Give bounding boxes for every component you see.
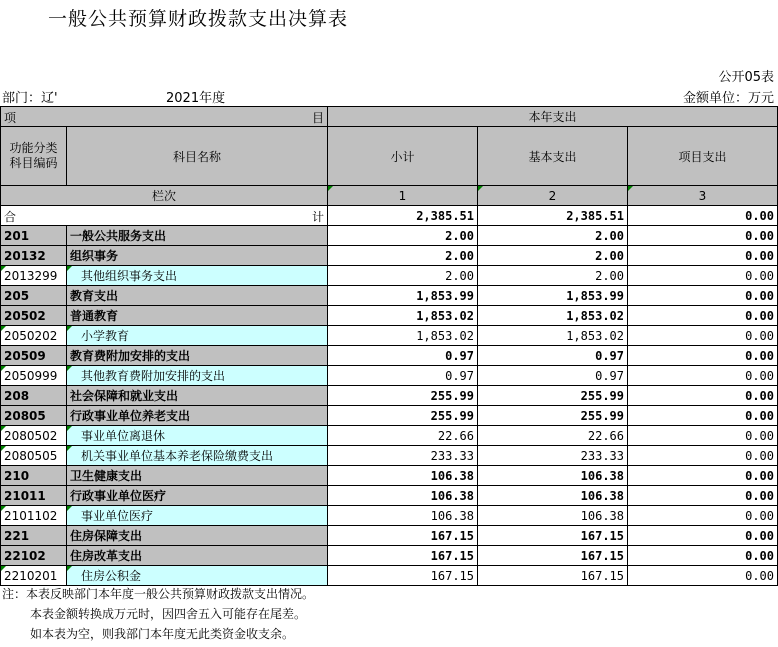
- row-project: 0.00: [628, 526, 778, 546]
- table-row: [1, 366, 778, 386]
- row-name: 其他组织事务支出: [67, 266, 328, 286]
- row-basic: 2.00: [478, 226, 628, 246]
- row-subtotal: 233.33: [328, 446, 478, 466]
- row-project: 0.00: [628, 506, 778, 526]
- row-name: 行政事业单位医疗: [67, 486, 328, 506]
- row-code: 20805: [1, 406, 67, 426]
- header-code-line2: 科目编码: [9, 156, 58, 170]
- header-col1: 1: [328, 186, 478, 206]
- row-subtotal: 2.00: [328, 226, 478, 246]
- row-code: 221: [1, 526, 67, 546]
- row-basic: 1,853.02: [478, 306, 628, 326]
- row-code: 20132: [1, 246, 67, 266]
- row-name: 事业单位医疗: [67, 506, 328, 526]
- row-subtotal: 2.00: [328, 246, 478, 266]
- row-subtotal: 106.38: [328, 466, 478, 486]
- row-code: 2210201: [1, 566, 67, 586]
- header-project: 项目支出: [628, 127, 778, 186]
- row-code: 2080502: [1, 426, 67, 446]
- total-ji: 计: [311, 210, 324, 224]
- row-subtotal: 255.99: [328, 386, 478, 406]
- year-label: 2021年度: [166, 91, 226, 106]
- row-code: 20502: [1, 306, 67, 326]
- row-code: 201: [1, 226, 67, 246]
- row-basic: 106.38: [478, 506, 628, 526]
- row-project: 0.00: [628, 486, 778, 506]
- row-basic: 167.15: [478, 566, 628, 586]
- row-subtotal: 1,853.02: [328, 326, 478, 346]
- row-code: 2101102: [1, 506, 67, 526]
- header-lanci: 栏次: [1, 186, 328, 206]
- table-row: [1, 406, 778, 426]
- row-project: 0.00: [628, 286, 778, 306]
- row-project: 0.00: [628, 306, 778, 326]
- row-name: 住房保障支出: [67, 526, 328, 546]
- header-xiang-mu: [1, 107, 328, 127]
- row-project: 0.00: [628, 266, 778, 286]
- header-name-col: 科目名称: [67, 127, 328, 186]
- table-row: [1, 446, 778, 466]
- row-code: 210: [1, 466, 67, 486]
- table-row: [1, 286, 778, 306]
- row-basic: 2.00: [478, 246, 628, 266]
- page-title: 一般公共预算财政拨款支出决算表: [48, 8, 349, 30]
- row-name: 一般公共服务支出: [67, 226, 328, 246]
- table-row: [1, 306, 778, 326]
- note-2: 本表金额转换成万元时，因四舍五入可能存在尾差。: [30, 607, 307, 621]
- row-code: 22102: [1, 546, 67, 566]
- row-project: 0.00: [628, 326, 778, 346]
- row-name: 其他教育费附加安排的支出: [67, 366, 328, 386]
- row-subtotal: 1,853.99: [328, 286, 478, 306]
- row-basic: 167.15: [478, 546, 628, 566]
- row-code: 2050999: [1, 366, 67, 386]
- table-row: [1, 226, 778, 246]
- row-project: 0.00: [628, 226, 778, 246]
- header-col2: 2: [478, 186, 628, 206]
- row-basic: 0.97: [478, 366, 628, 386]
- row-basic: 0.97: [478, 346, 628, 366]
- row-basic: 106.38: [478, 486, 628, 506]
- row-subtotal: 0.97: [328, 366, 478, 386]
- row-name: 事业单位离退休: [67, 426, 328, 446]
- row-basic: 167.15: [478, 526, 628, 546]
- total-label: [1, 206, 328, 226]
- header-mu: 目: [311, 111, 324, 125]
- row-code: 208: [1, 386, 67, 406]
- row-basic: 255.99: [478, 406, 628, 426]
- row-name: 社会保障和就业支出: [67, 386, 328, 406]
- row-basic: 2.00: [478, 266, 628, 286]
- row-subtotal: 106.38: [328, 486, 478, 506]
- row-code: 2050202: [1, 326, 67, 346]
- form-number: 公开05表: [718, 70, 774, 85]
- row-subtotal: 167.15: [328, 526, 478, 546]
- row-code: 20509: [1, 346, 67, 366]
- row-subtotal: 0.97: [328, 346, 478, 366]
- row-name: 住房改革支出: [67, 546, 328, 566]
- row-basic: 255.99: [478, 386, 628, 406]
- row-subtotal: 1,853.02: [328, 306, 478, 326]
- table-row: [1, 346, 778, 366]
- table-row: [1, 526, 778, 546]
- row-name: 小学教育: [67, 326, 328, 346]
- row-basic: 22.66: [478, 426, 628, 446]
- total-he: 合: [4, 210, 17, 224]
- row-basic: 1,853.99: [478, 286, 628, 306]
- row-subtotal: 106.38: [328, 506, 478, 526]
- row-name: 行政事业单位养老支出: [67, 406, 328, 426]
- row-project: 0.00: [628, 466, 778, 486]
- row-name: 普通教育: [67, 306, 328, 326]
- header-code-col: [1, 127, 67, 186]
- table-row: [1, 506, 778, 526]
- row-project: 0.00: [628, 246, 778, 266]
- header-col3: 3: [628, 186, 778, 206]
- header-basic: 基本支出: [478, 127, 628, 186]
- row-name: 教育费附加安排的支出: [67, 346, 328, 366]
- row-subtotal: 167.15: [328, 566, 478, 586]
- table-row: [1, 566, 778, 586]
- table-row: [1, 546, 778, 566]
- row-code: 2080505: [1, 446, 67, 466]
- row-project: 0.00: [628, 366, 778, 386]
- header-code-line1: 功能分类: [9, 141, 58, 155]
- row-code: 205: [1, 286, 67, 306]
- note-3: 如本表为空，则我部门本年度无此类资金收支余。: [30, 627, 295, 641]
- header-this-year: 本年支出: [328, 107, 778, 127]
- table-row: [1, 266, 778, 286]
- row-subtotal: 22.66: [328, 426, 478, 446]
- row-name: 住房公积金: [67, 566, 328, 586]
- row-basic: 233.33: [478, 446, 628, 466]
- table-row: [1, 326, 778, 346]
- unit-label: 金额单位：万元: [682, 91, 774, 106]
- notes: [2, 584, 314, 644]
- expenditure-table: [0, 106, 778, 586]
- row-project: 0.00: [628, 446, 778, 466]
- note-1: 注：本表反映部门本年度一般公共预算财政拨款支出情况。: [2, 587, 315, 601]
- table-row: [1, 426, 778, 446]
- row-code: 2013299: [1, 266, 67, 286]
- total-basic: 2,385.51: [478, 206, 628, 226]
- row-subtotal: 2.00: [328, 266, 478, 286]
- header-xiang: 项: [4, 111, 17, 125]
- row-subtotal: 255.99: [328, 406, 478, 426]
- row-name: 机关事业单位基本养老保险缴费支出: [67, 446, 328, 466]
- row-name: 组织事务: [67, 246, 328, 266]
- row-project: 0.00: [628, 386, 778, 406]
- row-project: 0.00: [628, 346, 778, 366]
- table-row: [1, 246, 778, 266]
- row-project: 0.00: [628, 426, 778, 446]
- row-subtotal: 167.15: [328, 546, 478, 566]
- row-project: 0.00: [628, 546, 778, 566]
- total-subtotal: 2,385.51: [328, 206, 478, 226]
- row-name: 教育支出: [67, 286, 328, 306]
- total-project: 0.00: [628, 206, 778, 226]
- row-basic: 1,853.02: [478, 326, 628, 346]
- row-name: 卫生健康支出: [67, 466, 328, 486]
- table-row: [1, 386, 778, 406]
- header-subtotal: 小计: [328, 127, 478, 186]
- row-basic: 106.38: [478, 466, 628, 486]
- row-project: 0.00: [628, 406, 778, 426]
- row-code: 21011: [1, 486, 67, 506]
- total-row: [1, 206, 778, 226]
- table-row: [1, 466, 778, 486]
- row-project: 0.00: [628, 566, 778, 586]
- table-row: [1, 486, 778, 506]
- department-label: 部门：辽': [2, 91, 58, 106]
